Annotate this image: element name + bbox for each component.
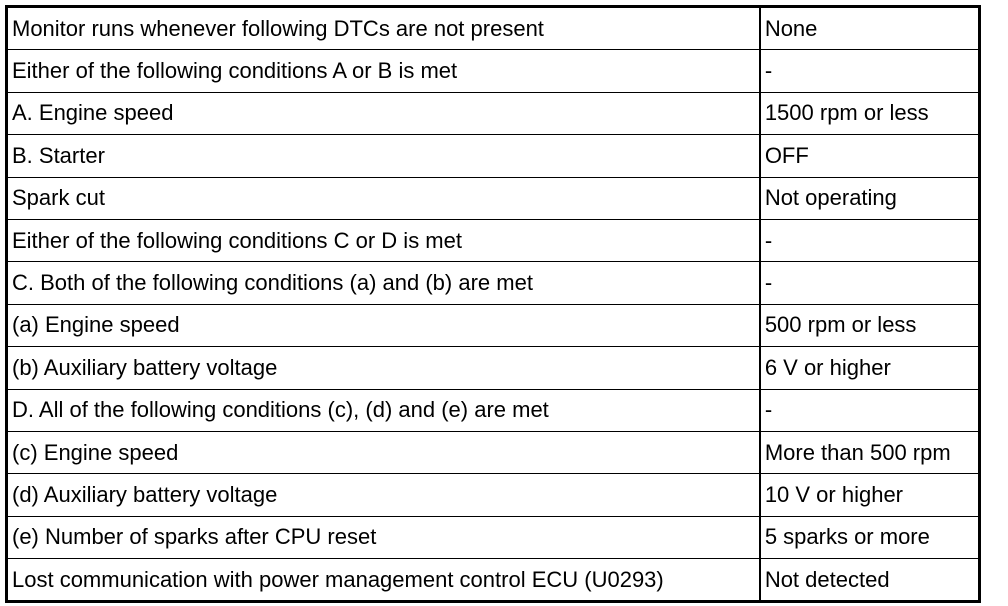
- conditions-table: [5, 5, 981, 603]
- value-cell: 500 rpm or less: [760, 304, 980, 346]
- table-row: [7, 347, 980, 389]
- table-row: [7, 219, 980, 261]
- condition-cell: (b) Auxiliary battery voltage: [7, 347, 760, 389]
- value-cell: OFF: [760, 135, 980, 177]
- condition-cell: Spark cut: [7, 177, 760, 219]
- condition-cell: C. Both of the following conditions (a) and (b) are met: [7, 262, 760, 304]
- condition-cell: (e) Number of sparks after CPU reset: [7, 516, 760, 558]
- table-row: [7, 177, 980, 219]
- table-row: [7, 516, 980, 558]
- value-cell: -: [760, 219, 980, 261]
- condition-cell: (a) Engine speed: [7, 304, 760, 346]
- condition-cell: B. Starter: [7, 135, 760, 177]
- value-cell: -: [760, 50, 980, 92]
- value-cell: -: [760, 389, 980, 431]
- value-cell: 10 V or higher: [760, 474, 980, 516]
- value-cell: 5 sparks or more: [760, 516, 980, 558]
- table-row: [7, 559, 980, 602]
- table-row: [7, 135, 980, 177]
- table-row: [7, 262, 980, 304]
- table-row: [7, 431, 980, 473]
- table-row: [7, 50, 980, 92]
- table-row: [7, 92, 980, 134]
- condition-cell: Monitor runs whenever following DTCs are not present: [7, 7, 760, 50]
- condition-cell: Either of the following conditions A or B is met: [7, 50, 760, 92]
- table-row: [7, 389, 980, 431]
- value-cell: None: [760, 7, 980, 50]
- table-row: [7, 474, 980, 516]
- condition-cell: Lost communication with power management control ECU (U0293): [7, 559, 760, 602]
- condition-cell: (c) Engine speed: [7, 431, 760, 473]
- value-cell: More than 500 rpm: [760, 431, 980, 473]
- value-cell: 1500 rpm or less: [760, 92, 980, 134]
- condition-cell: A. Engine speed: [7, 92, 760, 134]
- table-row: [7, 7, 980, 50]
- value-cell: 6 V or higher: [760, 347, 980, 389]
- table-row: [7, 304, 980, 346]
- value-cell: -: [760, 262, 980, 304]
- condition-cell: Either of the following conditions C or D is met: [7, 219, 760, 261]
- condition-cell: D. All of the following conditions (c), (d) and (e) are met: [7, 389, 760, 431]
- value-cell: Not operating: [760, 177, 980, 219]
- condition-cell: (d) Auxiliary battery voltage: [7, 474, 760, 516]
- value-cell: Not detected: [760, 559, 980, 602]
